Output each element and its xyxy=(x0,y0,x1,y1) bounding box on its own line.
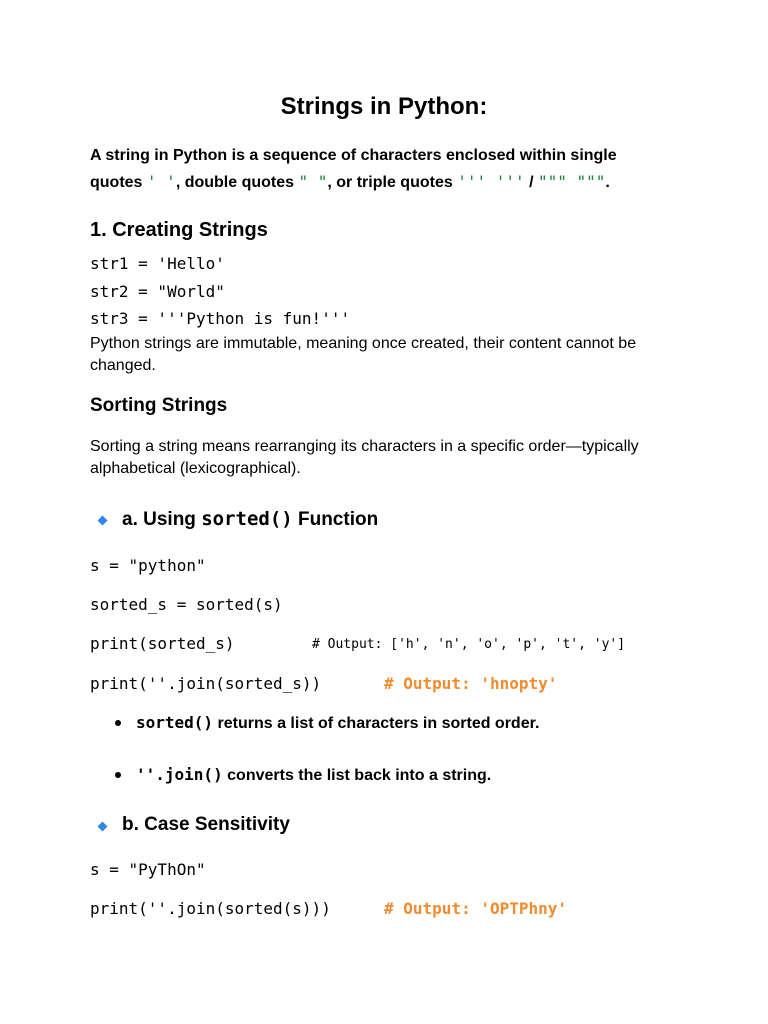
subheading-case-sensitivity: b. Case Sensitivity xyxy=(122,814,290,835)
code-line: str3 = '''Python is fun!''' xyxy=(90,309,351,328)
code-line: print(''.join(sorted(s))) xyxy=(90,899,331,918)
page-title: Strings in Python: xyxy=(280,93,488,120)
code-line: str2 = "World" xyxy=(90,282,225,301)
code-line: s = "PyThOn" xyxy=(90,860,206,879)
triple-double-quotes: """ """ xyxy=(537,172,606,191)
code-line: s = "python" xyxy=(90,556,206,575)
section-heading-sorting-strings: Sorting Strings xyxy=(90,395,228,416)
code-comment: # Output: ['h', 'n', 'o', 'p', 't', 'y'] xyxy=(312,637,626,652)
code-line: print(sorted_s) xyxy=(90,634,235,653)
bullet-dot-icon xyxy=(115,772,121,778)
code-comment: # Output: 'OPTPhny' xyxy=(384,899,568,918)
triple-single-quotes: ''' ''' xyxy=(457,172,525,191)
immutability-note: Python strings are immutable, meaning once created, their content cannot be changed. xyxy=(90,335,637,374)
double-quotes: " " xyxy=(298,172,328,191)
code-line: sorted_s = sorted(s) xyxy=(90,595,283,614)
bullet-dot-icon xyxy=(115,720,121,726)
list-item: sorted() returns a list of characters in sorted order. xyxy=(136,713,540,732)
intro-paragraph xyxy=(90,143,617,196)
diamond-bullet-icon xyxy=(98,516,108,526)
sorting-description: Sorting a string means rearranging its characters in a specific order—typically alphabetical (lexicographical). xyxy=(90,438,639,477)
intro-line-2: quotes ' ', double quotes " ", or triple quotes ''' ''' / """ """. xyxy=(90,172,610,191)
list-item: ''.join() converts the list back into a string. xyxy=(136,765,492,784)
single-quotes: ' ' xyxy=(146,172,176,191)
code-line: str1 = 'Hello' xyxy=(90,254,225,273)
subheading-using-sorted: a. Using sorted() Function xyxy=(122,508,379,530)
section-heading-creating-strings: 1. Creating Strings xyxy=(90,219,268,241)
code-comment: # Output: 'hnopty' xyxy=(384,674,558,693)
diamond-bullet-icon xyxy=(98,822,108,832)
code-line: print(''.join(sorted_s)) xyxy=(90,674,322,693)
intro-line-1: A string in Python is a sequence of characters enclosed within single xyxy=(90,147,617,164)
